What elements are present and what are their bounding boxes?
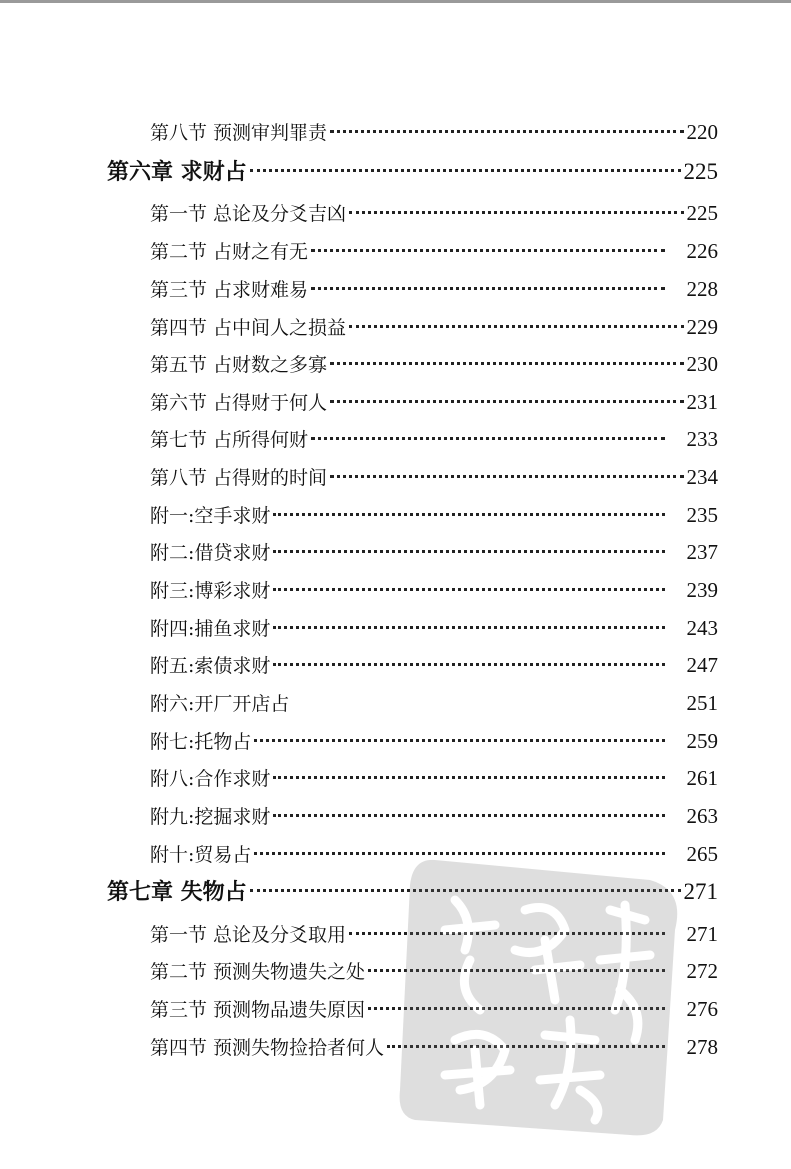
toc-entry[interactable] bbox=[150, 727, 718, 755]
toc-entry-page: 276 bbox=[686, 997, 718, 1021]
toc-entry[interactable] bbox=[150, 350, 718, 378]
toc-entry-title: 第八节 预测审判罪责 bbox=[150, 122, 328, 144]
toc-entry-page: 234 bbox=[686, 465, 718, 489]
toc-entry[interactable] bbox=[150, 463, 718, 491]
toc-entry-page: 228 bbox=[686, 277, 718, 301]
toc-entry[interactable] bbox=[150, 920, 718, 948]
toc-entry-page: 229 bbox=[686, 315, 718, 339]
dot-leader bbox=[368, 1007, 664, 1010]
toc-entry[interactable] bbox=[150, 614, 718, 642]
dot-leader bbox=[273, 550, 664, 553]
toc-entry[interactable] bbox=[150, 199, 718, 227]
toc-entry-page: 226 bbox=[686, 239, 718, 263]
toc-entry-page: 235 bbox=[686, 503, 718, 527]
toc-entry-title: 附十:贸易占 bbox=[150, 844, 252, 866]
toc-entry[interactable] bbox=[150, 802, 718, 830]
toc-entry[interactable] bbox=[150, 995, 718, 1023]
toc-entry[interactable] bbox=[150, 118, 718, 146]
dot-leader bbox=[292, 701, 683, 704]
toc-entry[interactable] bbox=[150, 313, 718, 341]
toc-entry-page: 265 bbox=[686, 842, 718, 866]
dot-leader bbox=[273, 626, 664, 629]
toc-entry-title: 第六节 占得财于何人 bbox=[150, 392, 328, 414]
dot-leader bbox=[311, 437, 664, 440]
dot-leader bbox=[349, 932, 664, 935]
toc-entry[interactable] bbox=[150, 840, 718, 868]
toc-entry-title: 附五:索债求财 bbox=[150, 655, 271, 677]
toc-entry-page: 237 bbox=[686, 540, 718, 564]
chapter-page: 225 bbox=[683, 159, 718, 184]
toc-entry-page: 278 bbox=[686, 1035, 718, 1059]
dot-leader bbox=[273, 814, 664, 817]
dot-leader bbox=[387, 1045, 664, 1048]
dot-leader bbox=[311, 249, 664, 252]
toc-entry-title: 第三节 占求财难易 bbox=[150, 279, 309, 301]
toc-entry-title: 附四:捕鱼求财 bbox=[150, 618, 271, 640]
toc-entry-title: 第一节 总论及分爻吉凶 bbox=[150, 203, 347, 225]
toc-entry-page: 231 bbox=[686, 390, 718, 414]
toc-entry-page: 261 bbox=[686, 766, 718, 790]
toc-entry[interactable] bbox=[150, 957, 718, 985]
dot-leader bbox=[330, 130, 683, 133]
dot-leader bbox=[311, 287, 664, 290]
toc-entry-title: 附九:挖掘求财 bbox=[150, 806, 271, 828]
toc-entry-page: 239 bbox=[686, 578, 718, 602]
dot-leader bbox=[254, 739, 664, 742]
toc-entry[interactable] bbox=[150, 388, 718, 416]
dot-leader bbox=[349, 211, 683, 214]
toc-entry-title: 第四节 占中间人之损益 bbox=[150, 317, 347, 339]
dot-leader bbox=[250, 889, 681, 892]
dot-leader bbox=[273, 588, 664, 591]
toc-entry-page: 259 bbox=[686, 729, 718, 753]
toc-chapter-heading[interactable] bbox=[107, 876, 718, 908]
toc-entry[interactable] bbox=[150, 275, 718, 303]
toc-entry-title: 第八节 占得财的时间 bbox=[150, 467, 328, 489]
chapter-title: 第六章 求财占 bbox=[107, 159, 247, 185]
dot-leader bbox=[330, 400, 683, 403]
toc-entry-title: 第四节 预测失物捡拾者何人 bbox=[150, 1037, 385, 1059]
toc-entry[interactable] bbox=[150, 425, 718, 453]
toc-entry-title: 第一节 总论及分爻取用 bbox=[150, 924, 347, 946]
toc-entry-title: 第三节 预测物品遗失原因 bbox=[150, 999, 366, 1021]
toc-entry-page: 233 bbox=[686, 427, 718, 451]
toc-entry-title: 第七节 占所得何财 bbox=[150, 429, 309, 451]
chapter-page: 271 bbox=[683, 879, 718, 904]
toc-entry-title: 附三:博彩求财 bbox=[150, 580, 271, 602]
toc-entry-page: 271 bbox=[686, 922, 718, 946]
toc-entry-page: 225 bbox=[686, 201, 718, 225]
toc-entry-page: 220 bbox=[686, 120, 718, 144]
toc-entry-title: 第五节 占财数之多寡 bbox=[150, 354, 328, 376]
chapter-title: 第七章 失物占 bbox=[107, 879, 247, 905]
toc-entry[interactable] bbox=[150, 689, 718, 717]
toc-entry[interactable] bbox=[150, 651, 718, 679]
dot-leader bbox=[250, 169, 681, 172]
dot-leader bbox=[273, 663, 664, 666]
toc-entry-title: 附七:托物占 bbox=[150, 731, 252, 753]
dot-leader bbox=[368, 969, 664, 972]
toc-entry-page: 243 bbox=[686, 616, 718, 640]
toc-entry[interactable] bbox=[150, 538, 718, 566]
toc-entry-page: 263 bbox=[686, 804, 718, 828]
toc-entry[interactable] bbox=[150, 1033, 718, 1061]
dot-leader bbox=[349, 325, 683, 328]
dot-leader bbox=[330, 362, 683, 365]
toc-entry-title: 附二:借贷求财 bbox=[150, 542, 271, 564]
toc-entry-title: 附一:空手求财 bbox=[150, 505, 271, 527]
dot-leader bbox=[254, 852, 664, 855]
toc-entry-title: 附八:合作求财 bbox=[150, 768, 271, 790]
dot-leader bbox=[273, 513, 664, 516]
toc-chapter-heading[interactable] bbox=[107, 156, 718, 188]
toc-entry-page: 230 bbox=[686, 352, 718, 376]
toc-entry-page: 247 bbox=[686, 653, 718, 677]
toc-entry-title: 第二节 占财之有无 bbox=[150, 241, 309, 263]
toc-entry[interactable] bbox=[150, 237, 718, 265]
dot-leader bbox=[273, 776, 664, 779]
toc-entry-page: 251 bbox=[686, 691, 718, 715]
toc-entry-title: 附六:开厂开店占 bbox=[150, 693, 290, 715]
toc-entry-page: 272 bbox=[686, 959, 718, 983]
toc-entry[interactable] bbox=[150, 764, 718, 792]
toc-entry[interactable] bbox=[150, 576, 718, 604]
toc-entry-title: 第二节 预测失物遗失之处 bbox=[150, 961, 366, 983]
dot-leader bbox=[330, 475, 683, 478]
toc-entry[interactable] bbox=[150, 501, 718, 529]
